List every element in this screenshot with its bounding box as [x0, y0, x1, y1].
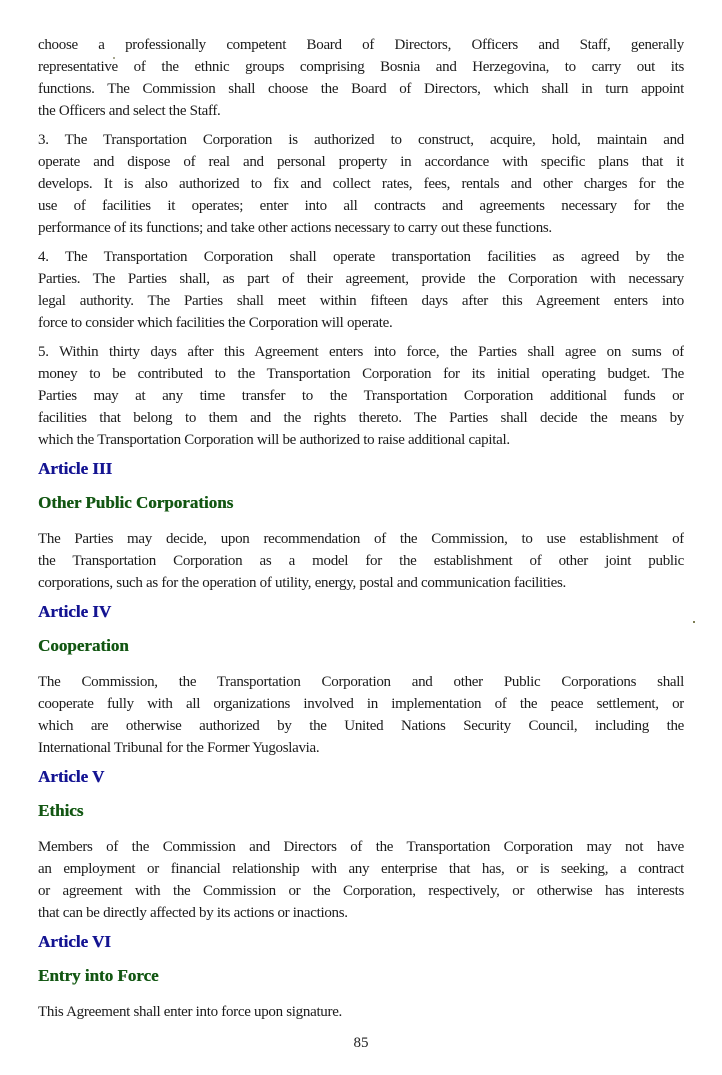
- paragraph-line: facilities that belong to them and the rights thereto. The Parties shall decide the means by: [38, 410, 684, 426]
- paragraph-line: cooperate fully with all organizations involved in implementation of the peace settlement, or: [38, 696, 684, 712]
- paragraph-line: use of facilities it operates; enter into all contracts and agreements necessary for the: [38, 198, 684, 214]
- paragraph-line: This Agreement shall enter into force upon signature.: [38, 1004, 343, 1020]
- article-4-heading: Article IV: [38, 602, 112, 621]
- scan-speck: [693, 621, 695, 623]
- paragraph-line: 3. The Transportation Corporation is authorized to construct, acquire, hold, maintain and: [38, 132, 684, 148]
- paragraph-line: legal authority. The Parties shall meet within fifteen days after this Agreement enters into: [38, 293, 684, 309]
- paragraph-line: operate and dispose of real and personal property in accordance with specific plans that it: [38, 154, 684, 170]
- scan-speck: [113, 57, 115, 59]
- paragraph-article-5: [38, 836, 684, 924]
- paragraph-line: Members of the Commission and Directors of the Transportation Corporation may not have: [38, 839, 684, 855]
- paragraph-line: International Tribunal for the Former Yugoslavia.: [38, 740, 320, 756]
- paragraph-line: the Officers and select the Staff.: [38, 103, 221, 119]
- article-3-subheading: Other Public Corporations: [38, 493, 234, 512]
- page-number: 85: [353, 1035, 369, 1051]
- paragraph-item-4: [38, 246, 684, 334]
- paragraph-line: develops. It is also authorized to fix and collect rates, fees, rentals and other charges for the: [38, 176, 684, 192]
- article-6-subheading: Entry into Force: [38, 966, 159, 985]
- paragraph-article-3: [38, 528, 684, 594]
- paragraph-line: which are otherwise authorized by the United Nations Security Council, including the: [38, 718, 684, 734]
- paragraph-line: Parties. The Parties shall, as part of their agreement, provide the Corporation with necessary: [38, 271, 684, 287]
- paragraph-line: or agreement with the Commission or the Corporation, respectively, or otherwise has interests: [38, 883, 684, 899]
- paragraph-line: The Parties may decide, upon recommendation of the Commission, to use establishment of: [38, 531, 684, 547]
- paragraph-line: representative of the ethnic groups comprising Bosnia and Herzegovina, to carry out its: [38, 59, 684, 75]
- paragraph-line: 4. The Transportation Corporation shall operate transportation facilities as agreed by the: [38, 249, 684, 265]
- paragraph-line: which the Transportation Corporation will be authorized to raise additional capital.: [38, 432, 510, 448]
- article-3-heading: Article III: [38, 459, 113, 478]
- paragraph-line: 5. Within thirty days after this Agreement enters into force, the Parties shall agree on sums of: [38, 344, 684, 360]
- paragraph-line: corporations, such as for the operation of utility, energy, postal and communication facilities.: [38, 575, 566, 591]
- article-5-subheading: Ethics: [38, 801, 84, 820]
- paragraph-line: force to consider which facilities the Corporation will operate.: [38, 315, 393, 331]
- paragraph-line: that can be directly affected by its actions or inactions.: [38, 905, 348, 921]
- article-5-heading: Article V: [38, 767, 105, 786]
- paragraph-line: money to be contributed to the Transportation Corporation for its initial operating budget. The: [38, 366, 684, 382]
- paragraph-line: choose a professionally competent Board of Directors, Officers and Staff, generally: [38, 37, 684, 53]
- article-4-subheading: Cooperation: [38, 636, 129, 655]
- paragraph-line: the Transportation Corporation as a model for the establishment of other joint public: [38, 553, 684, 569]
- article-6-heading: Article VI: [38, 932, 111, 951]
- paragraph-line: performance of its functions; and take other actions necessary to carry out these functions.: [38, 220, 552, 236]
- paragraph-continuation-commission: [38, 34, 684, 122]
- paragraph-line: The Commission, the Transportation Corporation and other Public Corporations shall: [38, 674, 684, 690]
- paragraph-article-4: [38, 671, 684, 759]
- paragraph-item-5: [38, 341, 684, 451]
- paragraph-line: functions. The Commission shall choose the Board of Directors, which shall in turn appoint: [38, 81, 684, 97]
- paragraph-article-6: [38, 1001, 684, 1023]
- paragraph-item-3: [38, 129, 684, 239]
- paragraph-line: Parties may at any time transfer to the Transportation Corporation additional funds or: [38, 388, 684, 404]
- paragraph-line: an employment or financial relationship with any enterprise that has, or is seeking, a contract: [38, 861, 684, 877]
